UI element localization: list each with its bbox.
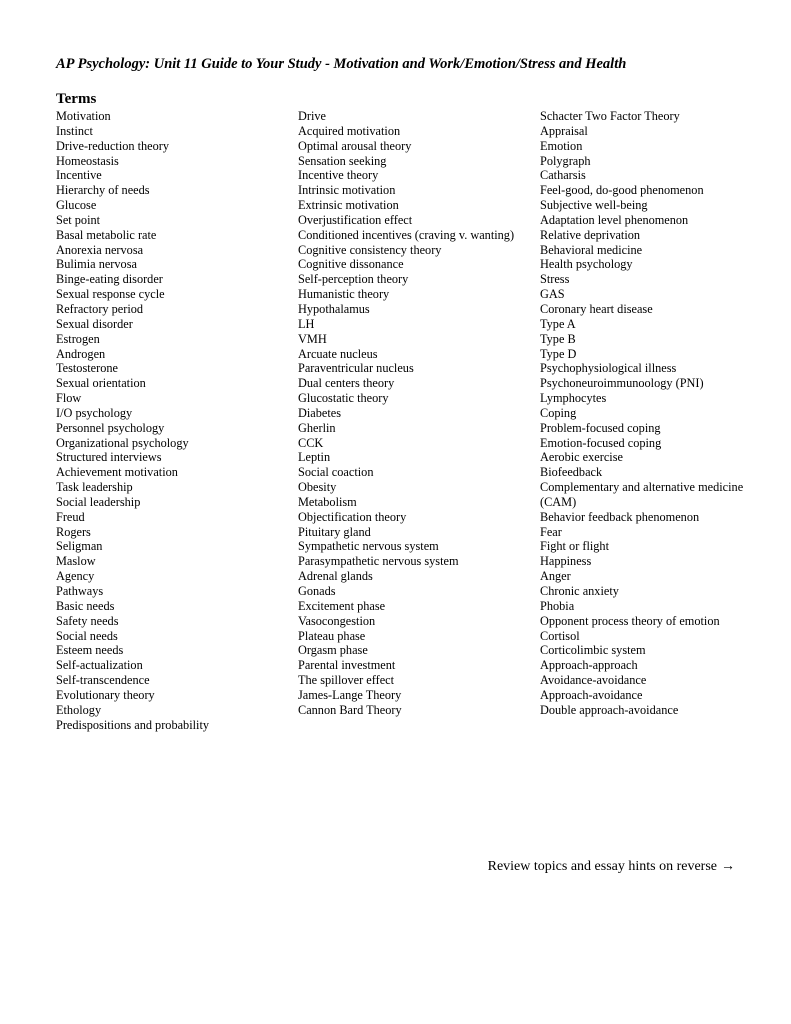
term-item: Adaptation level phenomenon (540, 212, 689, 227)
term-item: Pituitary gland (298, 524, 371, 539)
term-item: Emotion-focused coping (540, 435, 662, 450)
right-arrow-icon: → (721, 859, 735, 874)
term-item: Paraventricular nucleus (298, 361, 414, 376)
term-item: I/O psychology (56, 405, 133, 420)
term-item: Parasympathetic nervous system (298, 554, 459, 569)
term-item: Psychophysiological illness (540, 361, 677, 376)
term-item: Obesity (298, 480, 337, 495)
term-item: Approach-approach (540, 658, 638, 673)
term-item: Relative deprivation (540, 227, 641, 242)
term-item: Emotion (540, 138, 583, 153)
term-item: CCK (298, 435, 324, 450)
term-item: Social leadership (56, 494, 141, 509)
term-item: Subjective well-being (540, 198, 648, 213)
term-item: VMH (298, 331, 327, 346)
term-item: Catharsis (540, 168, 586, 183)
term-item: Optimal arousal theory (298, 138, 412, 153)
term-item: Behavioral medicine (540, 242, 643, 257)
term-item: Adrenal glands (298, 569, 373, 584)
term-item: Sexual orientation (56, 376, 146, 391)
term-item: Hypothalamus (298, 301, 370, 316)
term-item: Cortisol (540, 628, 580, 643)
term-item: Polygraph (540, 153, 591, 168)
term-item: Personnel psychology (56, 420, 165, 435)
term-item: Stress (540, 272, 570, 287)
term-item: Acquired motivation (298, 123, 401, 138)
term-item: GAS (540, 287, 565, 302)
term-item: Hierarchy of needs (56, 183, 150, 198)
term-item: Agency (56, 569, 95, 584)
terms-column-2 (298, 109, 528, 718)
terms-column-3 (540, 109, 750, 718)
reverse-note-text: Review topics and essay hints on reverse (487, 859, 717, 874)
term-item: Health psychology (540, 257, 633, 272)
term-item: Estrogen (56, 331, 100, 346)
term-item: Diabetes (298, 405, 342, 420)
term-item: Intrinsic motivation (298, 183, 396, 198)
term-item: Coronary heart disease (540, 301, 653, 316)
term-item: Binge-eating disorder (56, 272, 163, 287)
term-item: Sexual response cycle (56, 287, 165, 302)
term-item: Coping (540, 405, 577, 420)
term-item: Instinct (56, 123, 93, 138)
term-item: Incentive theory (298, 168, 379, 183)
term-item: Type A (540, 316, 576, 331)
term-item: James-Lange Theory (298, 687, 402, 702)
term-item: Excitement phase (298, 598, 386, 613)
terms-column-1 (56, 109, 291, 732)
term-item: Structured interviews (56, 450, 162, 465)
term-item: Social needs (56, 628, 118, 643)
term-item: Set point (56, 212, 101, 227)
term-item: Chronic anxiety (540, 584, 619, 598)
term-item: Ethology (56, 702, 102, 717)
term-item: Esteem needs (56, 643, 124, 658)
term-item: Opponent process theory of emotion (540, 613, 720, 628)
term-item: Phobia (540, 598, 575, 613)
term-item: Self-actualization (56, 658, 143, 673)
term-item: Lymphocytes (540, 391, 607, 406)
term-item: Complementary and alternative medicine (CAM) (540, 480, 744, 509)
term-item: Basal metabolic rate (56, 227, 157, 242)
term-item: Rogers (56, 524, 91, 539)
term-item: Type B (540, 331, 576, 346)
term-item: Fear (540, 524, 562, 539)
reverse-note (488, 859, 735, 875)
term-item: Motivation (56, 109, 111, 123)
term-item: Double approach-avoidance (540, 702, 679, 717)
term-item: Sympathetic nervous system (298, 539, 439, 554)
term-item: Social coaction (298, 465, 374, 480)
term-item: Schacter Two Factor Theory (540, 109, 680, 123)
term-item: Leptin (298, 450, 331, 465)
term-item: Homeostasis (56, 153, 119, 168)
term-item: Happiness (540, 554, 592, 569)
term-item: Problem-focused coping (540, 420, 661, 435)
term-item: Plateau phase (298, 628, 366, 643)
term-item: Gonads (298, 584, 336, 598)
term-item: Incentive (56, 168, 102, 183)
term-item: Maslow (56, 554, 96, 569)
term-item: Overjustification effect (298, 212, 413, 227)
term-item: Bulimia nervosa (56, 257, 137, 272)
term-item: Predispositions and probability (56, 717, 210, 732)
term-item: The spillover effect (298, 673, 395, 688)
term-item: Fight or flight (540, 539, 610, 554)
term-item: Feel-good, do-good phenomenon (540, 183, 704, 198)
term-item: Basic needs (56, 598, 115, 613)
term-item: Type D (540, 346, 577, 361)
term-item: Biofeedback (540, 465, 603, 480)
term-item: Glucostatic theory (298, 391, 389, 406)
term-item: Refractory period (56, 301, 144, 316)
term-item: Parental investment (298, 658, 396, 673)
term-item: Cannon Bard Theory (298, 702, 402, 717)
term-item: Objectification theory (298, 509, 407, 524)
term-item: Conditioned incentives (craving v. wanting) (298, 227, 515, 242)
term-item: Task leadership (56, 480, 133, 495)
term-item: Metabolism (298, 494, 357, 509)
terms-heading: Terms (56, 91, 97, 107)
term-item: Cognitive consistency theory (298, 242, 442, 257)
term-item: Glucose (56, 198, 97, 213)
term-item: Self-perception theory (298, 272, 409, 287)
term-item: Aerobic exercise (540, 450, 623, 465)
term-item: Orgasm phase (298, 643, 368, 658)
term-item: Drive-reduction theory (56, 138, 170, 153)
term-item: Safety needs (56, 613, 119, 628)
term-item: Extrinsic motivation (298, 198, 399, 213)
term-item: Testosterone (56, 361, 118, 376)
term-item: Dual centers theory (298, 376, 395, 391)
page-title: AP Psychology: Unit 11 Guide to Your Study - Motivation and Work/Emotion/Stress and Health (56, 56, 627, 72)
term-item: Sensation seeking (298, 153, 387, 168)
term-item: Behavior feedback phenomenon (540, 509, 700, 524)
term-item: Androgen (56, 346, 106, 361)
term-item: Vasocongestion (298, 613, 376, 628)
term-item: Anorexia nervosa (56, 242, 144, 257)
term-item: Self-transcendence (56, 673, 150, 688)
term-item: Cognitive dissonance (298, 257, 404, 272)
term-item: LH (298, 316, 315, 331)
term-item: Corticolimbic system (540, 643, 646, 658)
term-item: Organizational psychology (56, 435, 189, 450)
term-item: Pathways (56, 584, 104, 598)
term-item: Achievement motivation (56, 465, 178, 480)
term-item: Approach-avoidance (540, 687, 643, 702)
term-item: Freud (56, 509, 85, 524)
term-item: Arcuate nucleus (298, 346, 378, 361)
term-item: Drive (298, 109, 326, 123)
term-item: Gherlin (298, 420, 336, 435)
term-item: Flow (56, 391, 82, 406)
term-item: Anger (540, 569, 571, 584)
term-item: Psychoneuroimmunoology (PNI) (540, 376, 704, 391)
term-item: Sexual disorder (56, 316, 133, 331)
term-item: Humanistic theory (298, 287, 390, 302)
term-item: Seligman (56, 539, 103, 554)
term-item: Avoidance-avoidance (540, 673, 647, 688)
term-item: Appraisal (540, 123, 588, 138)
term-item: Evolutionary theory (56, 687, 155, 702)
